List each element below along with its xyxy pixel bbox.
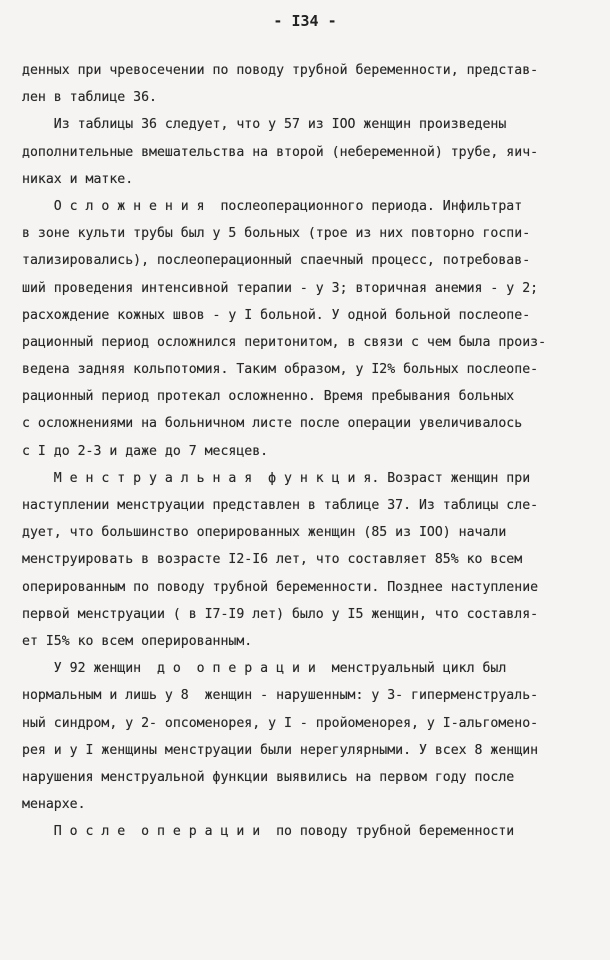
text-line: Из таблицы 36 следует, что у 57 из IOO женщин произведены: [22, 117, 507, 133]
text-line: менархе.: [22, 797, 86, 813]
text-line: с осложнениями на больничном листе после операции увеличивалось: [22, 416, 523, 432]
text-line: тализировались), послеоперационный спаечный процесс, потребовав-: [22, 253, 531, 269]
text-line: с I до 2-3 и даже до 7 месяцев.: [22, 443, 269, 459]
text-line: наступлении менструации представлен в таблице 37. Из таблицы сле-: [22, 498, 539, 513]
text-line: У 92 женщин д о о п е р а ц и и менструальный цикл был: [22, 661, 507, 677]
text-line: лен в таблице 36.: [22, 90, 157, 106]
text-line: рационный период осложнился перитонитом, в связи с чем была произ-: [22, 334, 547, 350]
page-number: - I34 -: [273, 12, 337, 30]
body-text: [22, 57, 582, 845]
text-line: денных при чревосечении по поводу трубной беременности, представ-: [22, 63, 539, 78]
text-line: в зоне культи трубы был у 5 больных (трое из них повторно госпи-: [22, 226, 531, 242]
text-line: нарушения менструальной функции выявились на первом году после: [22, 769, 515, 785]
text-line: нормальным и лишь у 8 женщин - нарушенным: у 3- гиперменструаль-: [22, 688, 539, 704]
text-line: ведена задняя кольпотомия. Таким образом, у I2% больных послеопе-: [22, 362, 539, 378]
text-line: рационный период протекал осложненно. Время пребывания больных: [22, 389, 515, 405]
text-line: первой менструации ( в I7-I9 лет) было у I5 женщин, что составля-: [22, 606, 539, 622]
text-line: ный синдром, у 2- опсоменорея, у I - пройоменорея, у I-альгомено-: [22, 715, 539, 731]
text-line: дует, что большинство оперированных женщин (85 из IOO) начали: [22, 525, 507, 541]
text-line: ет I5% ко всем оперированным.: [22, 633, 253, 649]
text-line: никах и матке.: [22, 171, 134, 187]
text-line: ший проведения интенсивной терапии - у 3; вторичная анемия - у 2;: [22, 280, 539, 296]
text-line: расхождение кожных швов - у I больной. У одной больной послеопе-: [22, 307, 531, 323]
text-line: оперированным по поводу трубной беременности. Позднее наступление: [22, 579, 539, 595]
text-line: П о с л е о п е р а ц и и по поводу трубной беременности: [22, 824, 515, 840]
text-line: дополнительные вмешательства на второй (небеременной) трубе, яич-: [22, 144, 539, 160]
text-line: М е н с т р у а л ь н а я ф у н к ц и я. Возраст женщин при: [22, 470, 531, 486]
text-line: рея и у I женщины менструации были нерегулярными. У всех 8 женщин: [22, 742, 539, 758]
text-line: О с л о ж н е н и я послеоперационного периода. Инфильтрат: [22, 198, 523, 214]
text-line: менструировать в возрасте I2-I6 лет, что составляет 85% ко всем: [22, 552, 523, 568]
